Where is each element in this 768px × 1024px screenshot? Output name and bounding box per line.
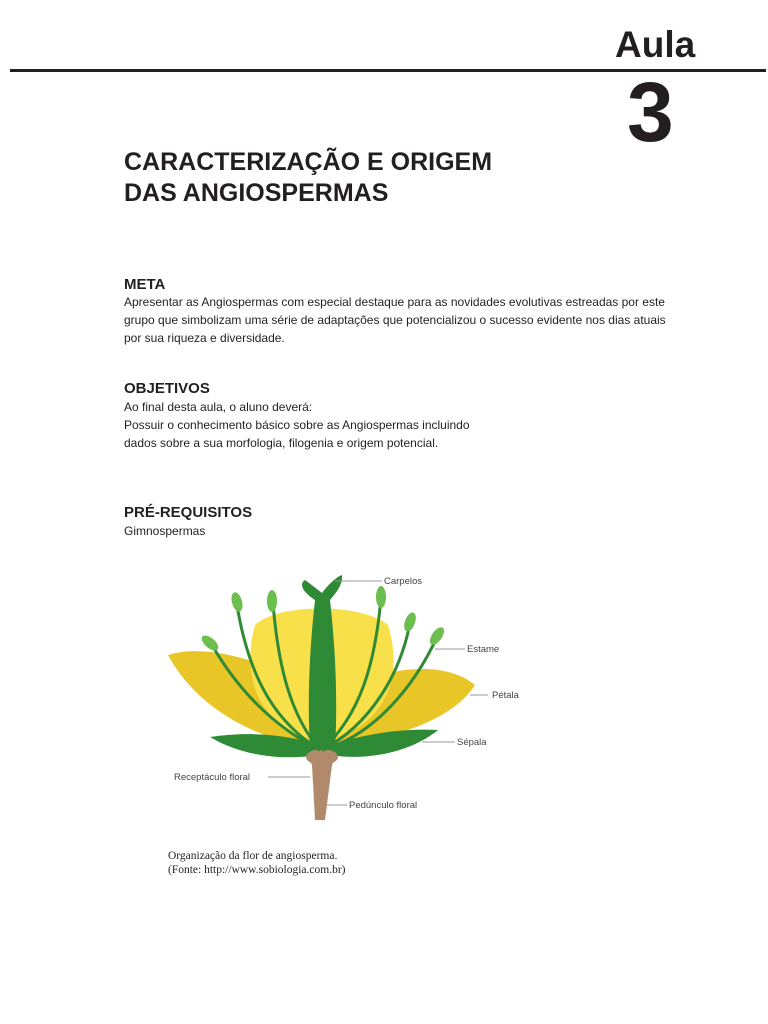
aula-label: Aula [615, 24, 696, 65]
caption-line-1: Organização da flor de angiosperma. [168, 850, 338, 862]
objetivos-line: dados sobre a sua morfologia, filogenia e origem potencial. [124, 436, 439, 450]
anther [402, 611, 418, 633]
anther [199, 633, 221, 654]
label-sepala: Sépala [457, 737, 487, 748]
page-title-line-2: DAS ANGIOSPERMAS [124, 179, 389, 207]
anther [230, 591, 245, 613]
objetivos-line: Ao final desta aula, o aluno deverá: [124, 400, 313, 414]
anther [376, 586, 386, 608]
receptacle [306, 749, 338, 765]
label-receptaculo: Receptáculo floral [174, 772, 251, 783]
aula-number: 3 [627, 65, 674, 159]
page-title [124, 147, 604, 209]
objetivos-heading: OBJETIVOS [124, 380, 210, 397]
label-petala: Pétala [492, 690, 519, 701]
meta-line: grupo que simbolizam uma série de adaptações que potencializou o sucesso evidente nos dias atuais [124, 313, 666, 327]
flower-illustration [168, 575, 475, 820]
page-title-line-1: CARACTERIZAÇÃO E ORIGEM [124, 148, 493, 176]
meta-line: Apresentar as Angiospermas com especial destaque para as novidades evolutivas estreadas por este [124, 295, 665, 309]
objetivos-line: Possuir o conhecimento básico sobre as Angiospermas incluindo [124, 418, 470, 432]
meta-heading: META [124, 276, 166, 293]
figure-caption [168, 849, 346, 877]
objetivos-paragraph [124, 398, 470, 452]
meta-line: por sua riqueza e diversidade. [124, 331, 285, 345]
prerequisitos-text [124, 522, 205, 540]
anther [267, 590, 277, 612]
meta-paragraph [124, 293, 666, 347]
anther [427, 625, 447, 647]
label-carpelos: Carpelos [384, 576, 423, 587]
label-pedunculo: Pedúnculo floral [349, 800, 418, 811]
prerequisitos-heading: PRÉ-REQUISITOS [124, 504, 253, 521]
caption-line-2: (Fonte: http://www.sobiologia.com.br) [168, 864, 346, 876]
flower-diagram [160, 565, 540, 825]
prerequisitos-item: Gimnospermas [124, 524, 206, 538]
label-estame: Estame [467, 644, 500, 655]
